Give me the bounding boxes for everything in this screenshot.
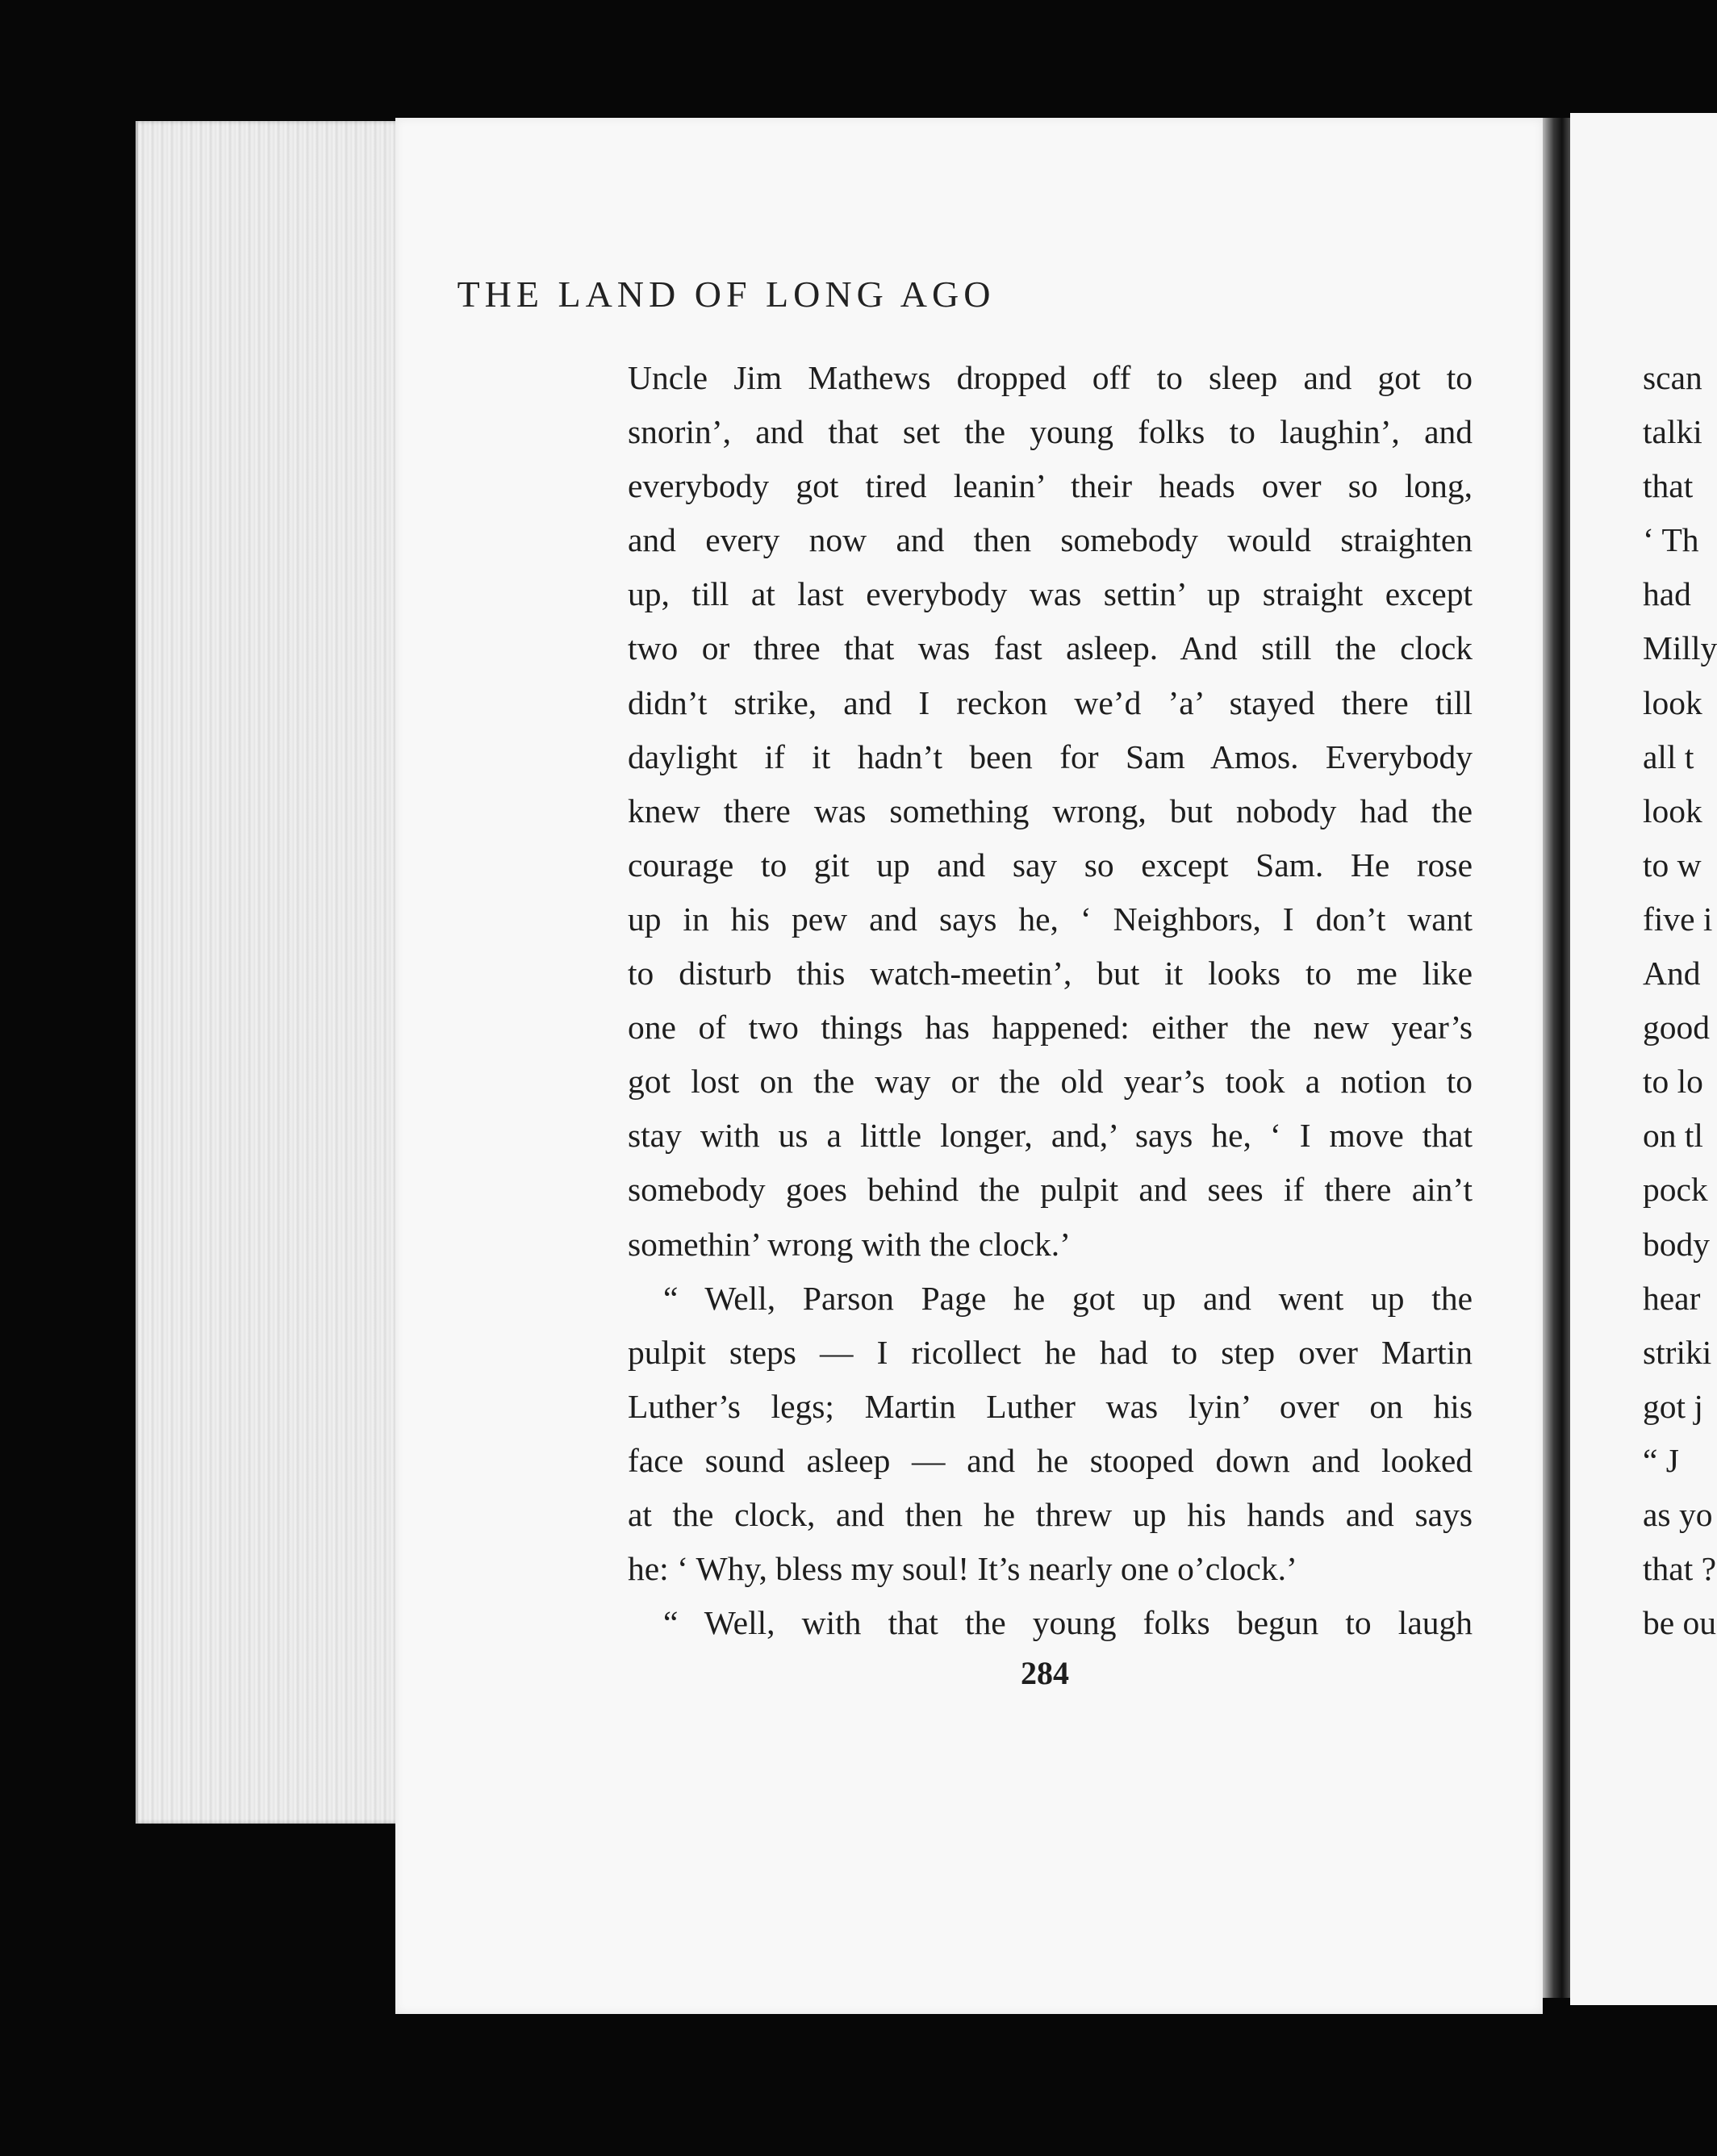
text-line: body bbox=[1643, 1225, 1710, 1263]
text-line: And bbox=[1643, 955, 1701, 992]
text-line: scan bbox=[1643, 359, 1702, 396]
text-line: as yo bbox=[1643, 1495, 1713, 1533]
text-line: snorin’, and that set the young folks to laughin’, and bbox=[628, 413, 1473, 451]
text-line: everybody got tired leanin’ their heads over so long, bbox=[628, 467, 1473, 505]
book-gutter bbox=[1543, 118, 1570, 1998]
text-line: and every now and then somebody would straighten bbox=[628, 521, 1473, 559]
text-line: somethin’ wrong with the clock.’ bbox=[628, 1225, 1071, 1263]
right-page-text bbox=[1643, 351, 1717, 1650]
text-line: he: ‘ Why, bless my soul! It’s nearly one o’clock.’ bbox=[628, 1550, 1297, 1588]
text-line: “ Well, Parson Page he got up and went up the bbox=[663, 1279, 1473, 1317]
text-line: up, till at last everybody was settin’ up straight except bbox=[628, 575, 1473, 613]
text-line: look bbox=[1643, 683, 1702, 721]
page-number: 284 bbox=[1021, 1655, 1069, 1691]
text-line: didn’t strike, and I reckon we’d ’a’ stayed there till bbox=[628, 683, 1473, 721]
text-line: all t bbox=[1643, 737, 1694, 775]
text-line: pulpit steps — I ricollect he had to step over Martin bbox=[628, 1333, 1473, 1371]
text-line: somebody goes behind the pulpit and sees if there ain’t bbox=[628, 1171, 1473, 1209]
text-line: at the clock, and then he threw up his hands and says bbox=[628, 1495, 1473, 1533]
text-line: to disturb this watch-meetin’, but it looks to me like bbox=[628, 955, 1473, 992]
text-line: knew there was something wrong, but nobody had the bbox=[628, 792, 1473, 829]
running-head: THE LAND OF LONG AGO bbox=[457, 274, 996, 315]
text-line: got j bbox=[1643, 1387, 1703, 1425]
text-line: on tl bbox=[1643, 1117, 1703, 1155]
text-line: had bbox=[1643, 575, 1691, 613]
text-line: face sound asleep — and he stooped down and looked bbox=[628, 1441, 1473, 1479]
text-line: that bbox=[1643, 467, 1694, 505]
text-line: up in his pew and says he, ‘ Neighbors, I don’t want bbox=[628, 900, 1473, 938]
text-line: good bbox=[1643, 1009, 1710, 1047]
text-line: ‘ Th bbox=[1643, 521, 1699, 559]
text-line: stay with us a little longer, and,’ says he, ‘ I move that bbox=[628, 1117, 1473, 1155]
text-line: “ J bbox=[1643, 1441, 1679, 1479]
body-text bbox=[628, 351, 1473, 1650]
text-line: Milly bbox=[1643, 629, 1717, 667]
text-line: got lost on the way or the old year’s took a notion to bbox=[628, 1063, 1473, 1101]
text-line: to lo bbox=[1643, 1063, 1703, 1101]
text-line: “ Well, with that the young folks begun to laugh bbox=[663, 1604, 1473, 1642]
text-line: that ? bbox=[1643, 1550, 1717, 1588]
page-edges bbox=[136, 121, 404, 1824]
text-line: be ou bbox=[1643, 1604, 1717, 1642]
text-line: pock bbox=[1643, 1171, 1708, 1209]
text-line: five i bbox=[1643, 900, 1713, 938]
text-line: daylight if it hadn’t been for Sam Amos. Everybody bbox=[628, 737, 1473, 775]
text-line: Luther’s legs; Martin Luther was lyin’ over on his bbox=[628, 1387, 1473, 1425]
text-line: striki bbox=[1643, 1333, 1712, 1371]
text-line: look bbox=[1643, 792, 1702, 829]
text-line: hear bbox=[1643, 1279, 1701, 1317]
text-line: two or three that was fast asleep. And still the clock bbox=[628, 629, 1473, 667]
text-line: one of two things has happened: either the new year’s bbox=[628, 1009, 1473, 1047]
text-line: to w bbox=[1643, 846, 1702, 884]
text-line: courage to git up and say so except Sam. He rose bbox=[628, 846, 1473, 884]
text-line: talki bbox=[1643, 413, 1702, 451]
text-line: Uncle Jim Mathews dropped off to sleep and got to bbox=[628, 359, 1473, 396]
